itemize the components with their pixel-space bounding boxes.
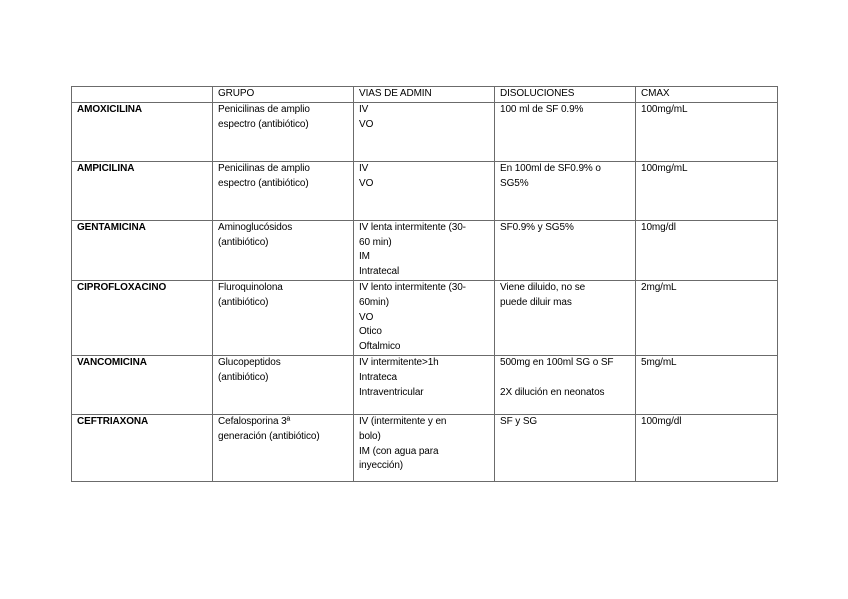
grupo-cell bbox=[213, 280, 354, 355]
grupo-line: Glucopeptidos bbox=[218, 356, 281, 368]
vias-cell bbox=[354, 161, 495, 220]
grupo-cell bbox=[213, 220, 354, 280]
vias-line: 60 min) bbox=[359, 236, 392, 248]
disoluciones-line: 2X dilución en neonatos bbox=[500, 386, 605, 398]
vias-line: IV bbox=[359, 162, 369, 174]
cmax-cell: 100mg/dl bbox=[636, 414, 778, 481]
grupo-line: Fluroquinolona bbox=[218, 281, 283, 293]
vias-line: IV lenta intermitente (30- bbox=[359, 221, 466, 233]
disoluciones-line: 500mg en 100ml SG o SF bbox=[500, 356, 614, 368]
cmax-cell: 5mg/mL bbox=[636, 355, 778, 414]
disoluciones-line: SG5% bbox=[500, 177, 529, 189]
grupo-line: Penicilinas de amplio bbox=[218, 162, 310, 174]
header-cell-cmax: CMAX bbox=[636, 87, 778, 103]
vias-line: IM (con agua para bbox=[359, 445, 439, 457]
disoluciones-line: 100 ml de SF 0.9% bbox=[500, 103, 584, 115]
table-row bbox=[72, 161, 778, 220]
disoluciones-line: En 100ml de SF0.9% o bbox=[500, 162, 601, 174]
vias-line: IM bbox=[359, 251, 370, 263]
cmax-cell: 10mg/dl bbox=[636, 220, 778, 280]
grupo-line: (antibiótico) bbox=[218, 296, 269, 308]
table-row bbox=[72, 355, 778, 414]
drug-table bbox=[71, 86, 778, 482]
grupo-line: (antibiótico) bbox=[218, 236, 269, 248]
vias-line: Intrateca bbox=[359, 371, 398, 383]
disoluciones-line: SF y SG bbox=[500, 415, 538, 427]
vias-cell bbox=[354, 102, 495, 161]
vias-line: VO bbox=[359, 118, 374, 130]
vias-line: Intratecal bbox=[359, 266, 400, 278]
disoluciones-line: puede diluir mas bbox=[500, 296, 572, 308]
disoluciones-cell bbox=[495, 280, 636, 355]
grupo-cell bbox=[213, 355, 354, 414]
grupo-cell bbox=[213, 102, 354, 161]
vias-line: IV intermitente>1h bbox=[359, 356, 439, 368]
disoluciones-cell bbox=[495, 414, 636, 481]
disoluciones-line bbox=[500, 371, 630, 386]
disoluciones-cell bbox=[495, 102, 636, 161]
vias-line: Intraventricular bbox=[359, 386, 424, 398]
table-row bbox=[72, 220, 778, 280]
header-cell-disoluciones: DISOLUCIONES bbox=[495, 87, 636, 103]
vias-cell bbox=[354, 355, 495, 414]
grupo-line: Aminoglucósidos bbox=[218, 221, 293, 233]
grupo-cell bbox=[213, 161, 354, 220]
grupo-line: generación (antibiótico) bbox=[218, 430, 320, 442]
table-header-row bbox=[72, 87, 778, 103]
disoluciones-line: SF0.9% y SG5% bbox=[500, 221, 574, 233]
vias-line: VO bbox=[359, 311, 374, 323]
grupo-line: Penicilinas de amplio bbox=[218, 103, 310, 115]
disoluciones-line: Viene diluido, no se bbox=[500, 281, 586, 293]
vias-line: 60min) bbox=[359, 296, 389, 308]
vias-line: VO bbox=[359, 177, 374, 189]
header-cell-vias: VIAS DE ADMIN bbox=[354, 87, 495, 103]
drug-name-cell: GENTAMICINA bbox=[72, 220, 213, 280]
table-row bbox=[72, 102, 778, 161]
vias-cell bbox=[354, 220, 495, 280]
cmax-cell: 100mg/mL bbox=[636, 161, 778, 220]
vias-line: Oftalmico bbox=[359, 341, 401, 353]
drug-name-cell: CIPROFLOXACINO bbox=[72, 280, 213, 355]
drug-name-cell: CEFTRIAXONA bbox=[72, 414, 213, 481]
grupo-line: Cefalosporina 3ª bbox=[218, 415, 291, 427]
header-cell-empty bbox=[72, 87, 213, 103]
vias-cell bbox=[354, 414, 495, 481]
header-cell-grupo: GRUPO bbox=[213, 87, 354, 103]
drug-name-cell: AMPICILINA bbox=[72, 161, 213, 220]
drug-name-cell: AMOXICILINA bbox=[72, 102, 213, 161]
vias-line: IV bbox=[359, 103, 369, 115]
vias-line: IV lento intermitente (30- bbox=[359, 281, 466, 293]
grupo-line: espectro (antibiótico) bbox=[218, 118, 309, 130]
disoluciones-cell bbox=[495, 161, 636, 220]
disoluciones-cell bbox=[495, 220, 636, 280]
grupo-cell bbox=[213, 414, 354, 481]
grupo-line: (antibiótico) bbox=[218, 371, 269, 383]
cmax-cell: 2mg/mL bbox=[636, 280, 778, 355]
drug-name-cell: VANCOMICINA bbox=[72, 355, 213, 414]
vias-line: inyección) bbox=[359, 460, 404, 472]
vias-line: Otico bbox=[359, 326, 382, 338]
table-row bbox=[72, 280, 778, 355]
vias-line: IV (intermitente y en bbox=[359, 415, 447, 427]
disoluciones-cell bbox=[495, 355, 636, 414]
table-row bbox=[72, 414, 778, 481]
vias-line: bolo) bbox=[359, 430, 381, 442]
cmax-cell: 100mg/mL bbox=[636, 102, 778, 161]
vias-cell bbox=[354, 280, 495, 355]
grupo-line: espectro (antibiótico) bbox=[218, 177, 309, 189]
